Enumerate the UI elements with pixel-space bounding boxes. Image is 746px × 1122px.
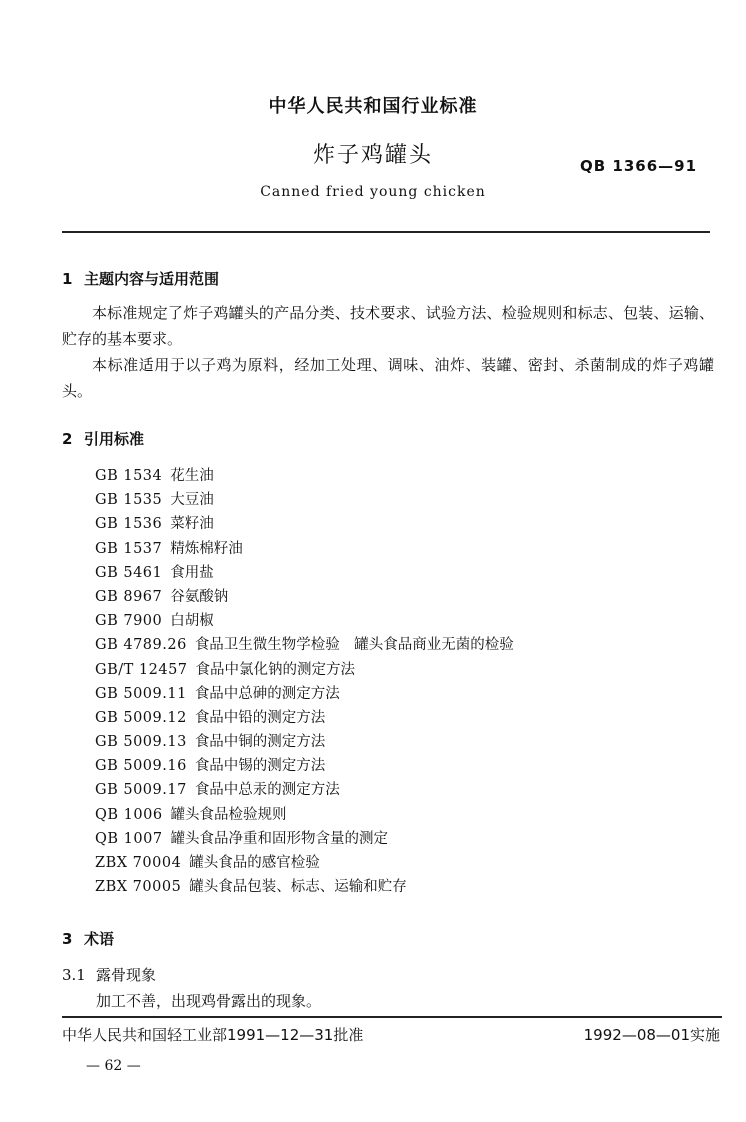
reference-title: 精炼棉籽油 <box>170 540 243 557</box>
reference-title: 谷氨酸钠 <box>170 588 229 605</box>
document-title: 炸子鸡罐头 <box>312 143 433 168</box>
subsection-number: 3.1 <box>62 966 86 984</box>
reference-code: QB 1007 <box>95 830 163 847</box>
reference-code: GB 7900 <box>95 613 163 630</box>
reference-item <box>95 658 514 682</box>
reference-title: 花生油 <box>170 468 214 484</box>
paragraph: 本标准适用于以子鸡为原料，经加工处理、调味、油炸、装罐、密封、杀菌制成的炸子鸡罐头。 <box>62 356 714 400</box>
reference-code: GB 1534 <box>95 468 163 484</box>
reference-title: 食品中铅的测定方法 <box>194 709 326 726</box>
reference-item <box>95 561 514 585</box>
reference-code: GB 5009.13 <box>95 734 187 751</box>
header-divider <box>62 231 710 233</box>
reference-code: GB 5009.16 <box>95 758 187 775</box>
reference-item <box>95 464 514 488</box>
reference-item <box>95 609 514 633</box>
reference-code: GB 1535 <box>95 492 163 509</box>
section-title: 主题内容与适用范围 <box>84 270 220 288</box>
reference-item <box>95 851 514 875</box>
reference-title: 食品中氯化钠的测定方法 <box>195 661 356 678</box>
section-number: 3 <box>62 930 73 948</box>
reference-code: GB 5009.17 <box>95 782 187 799</box>
reference-code: GB 5009.11 <box>95 685 187 702</box>
reference-code: GB 5009.12 <box>95 709 187 726</box>
section-title: 引用标准 <box>84 430 145 448</box>
subsection-3-1-text: 加工不善，出现鸡骨露出的现象。 <box>96 992 322 1010</box>
reference-item <box>95 706 514 730</box>
subsection-3-1-heading <box>62 964 156 985</box>
reference-code: GB 1537 <box>95 540 163 557</box>
reference-item <box>95 585 514 609</box>
standard-category: 中华人民共和国行业标准 <box>268 96 478 117</box>
reference-title: 食品中总汞的测定方法 <box>194 782 340 799</box>
subsection-title: 露骨现象 <box>96 966 157 984</box>
reference-code: GB 1536 <box>95 516 163 533</box>
reference-title: 食品中总砷的测定方法 <box>194 685 340 702</box>
reference-title: 食品中锡的测定方法 <box>194 758 326 775</box>
section-2-heading <box>62 428 144 449</box>
reference-list <box>95 464 514 899</box>
section-number: 2 <box>62 430 73 448</box>
section-3-heading <box>62 928 114 949</box>
reference-title: 食品卫生微生物学检验 罐头食品商业无菌的检验 <box>194 637 514 654</box>
reference-item <box>95 778 514 802</box>
reference-code: GB 8967 <box>95 588 163 605</box>
reference-title: 罐头食品检验规则 <box>170 806 287 823</box>
reference-item <box>95 730 514 754</box>
reference-title: 罐头食品包装、标志、运输和贮存 <box>189 879 407 896</box>
reference-title: 罐头食品净重和固形物含量的测定 <box>170 830 389 847</box>
reference-item <box>95 633 514 657</box>
section-number: 1 <box>62 270 73 288</box>
standard-number: QB 1366—91 <box>580 157 698 175</box>
reference-title: 白胡椒 <box>170 613 214 630</box>
reference-item <box>95 803 514 827</box>
reference-code: ZBX 70004 <box>95 855 182 871</box>
page-number: — 62 — <box>86 1058 141 1074</box>
section-title: 术语 <box>84 930 115 948</box>
paragraph: 本标准规定了炸子鸡罐头的产品分类、技术要求、试验方法、检验规则和标志、包装、运输、贮存的基本要求。 <box>62 304 714 348</box>
reference-title: 大豆油 <box>170 492 214 509</box>
reference-title: 菜籽油 <box>170 516 214 533</box>
reference-item <box>95 512 514 536</box>
reference-title: 食品中铜的测定方法 <box>194 734 326 751</box>
section-1-heading <box>62 268 219 289</box>
approval-statement: 中华人民共和国轻工业部1991—12—31批准 <box>62 1026 364 1044</box>
reference-code: ZBX 70005 <box>95 879 182 896</box>
english-title: Canned fried young chicken <box>260 184 486 200</box>
footer-divider <box>62 1016 722 1018</box>
reference-item <box>95 875 514 899</box>
reference-code: QB 1006 <box>95 806 163 823</box>
reference-code: GB 5461 <box>95 564 163 581</box>
reference-title: 食用盐 <box>170 564 214 581</box>
reference-item <box>95 682 514 706</box>
section-1-body <box>62 300 714 404</box>
reference-item <box>95 754 514 778</box>
reference-code: GB 4789.26 <box>95 637 187 654</box>
reference-item <box>95 488 514 512</box>
reference-title: 罐头食品的感官检验 <box>189 855 320 871</box>
reference-code: GB/T 12457 <box>95 661 188 678</box>
effective-date: 1992—08—01实施 <box>583 1026 720 1044</box>
reference-item <box>95 537 514 561</box>
reference-item <box>95 827 514 851</box>
